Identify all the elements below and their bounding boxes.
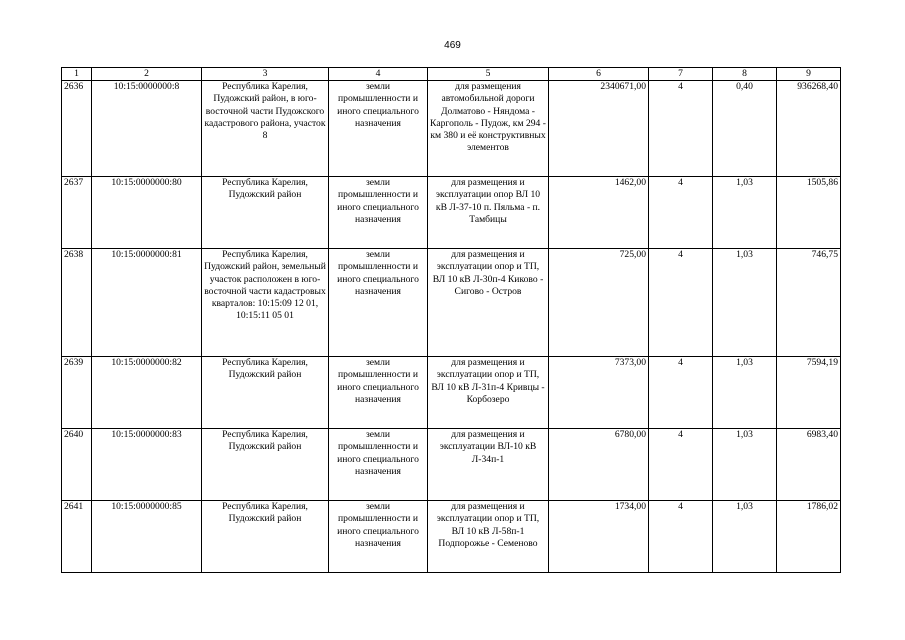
column-number: 3 (202, 68, 329, 81)
permitted-use: для размещения и эксплуатации опор ВЛ 10 кВ Л-37-10 п. Пяльма - п. Тамбицы (428, 177, 549, 249)
cadastral-number: 10:15:0000000:8 (92, 81, 202, 177)
column-7-value: 4 (649, 81, 713, 177)
row-number: 2638 (62, 249, 92, 357)
cadastral-number: 10:15:0000000:85 (92, 501, 202, 573)
plot-location: Республика Карелия, Пудожский район, в юго-восточной части Пудожского кадастрового района, участок 8 (202, 81, 329, 177)
table-row (62, 249, 841, 357)
cadastral-number: 10:15:0000000:82 (92, 357, 202, 429)
cadastral-number: 10:15:0000000:81 (92, 249, 202, 357)
plot-location: Республика Карелия, Пудожский район, земельный участок расположен в юго-восточной части кадастровых кварталов: 10:15:09 12 01, 10:15:11 05 01 (202, 249, 329, 357)
column-number: 5 (428, 68, 549, 81)
column-number-row (62, 68, 841, 81)
column-7-value: 4 (649, 249, 713, 357)
table-row (62, 177, 841, 249)
plot-area: 725,00 (549, 249, 649, 357)
column-9-value: 746,75 (777, 249, 841, 357)
column-8-value: 0,40 (713, 81, 777, 177)
permitted-use: для размещения автомобильной дороги Долматово - Няндома - Каргополь - Пудож, км 294 - км 380 и её конструктивных элементов (428, 81, 549, 177)
table-row (62, 357, 841, 429)
table-row (62, 81, 841, 177)
column-9-value: 6983,40 (777, 429, 841, 501)
land-category: земли промышленности и иного специального назначения (329, 357, 428, 429)
permitted-use: для размещения и эксплуатации опор и ТП, ВЛ 10 кВ Л-30п-4 Киково - Сигово - Остров (428, 249, 549, 357)
page-number: 469 (444, 40, 461, 51)
plot-area: 7373,00 (549, 357, 649, 429)
row-number: 2639 (62, 357, 92, 429)
permitted-use: для размещения и эксплуатации опор и ТП, ВЛ 10 кВ Л-31п-4 Кривцы - Корбозеро (428, 357, 549, 429)
plot-area: 2340671,00 (549, 81, 649, 177)
land-category: земли промышленности и иного специального назначения (329, 177, 428, 249)
row-number: 2640 (62, 429, 92, 501)
column-number: 7 (649, 68, 713, 81)
plot-location: Республика Карелия, Пудожский район (202, 429, 329, 501)
land-category: земли промышленности и иного специального назначения (329, 429, 428, 501)
land-category: земли промышленности и иного специального назначения (329, 249, 428, 357)
cadastral-number: 10:15:0000000:83 (92, 429, 202, 501)
plot-area: 1462,00 (549, 177, 649, 249)
column-number: 8 (713, 68, 777, 81)
column-number: 1 (62, 68, 92, 81)
plot-area: 6780,00 (549, 429, 649, 501)
column-7-value: 4 (649, 177, 713, 249)
land-category: земли промышленности и иного специального назначения (329, 501, 428, 573)
cadastral-number: 10:15:0000000:80 (92, 177, 202, 249)
column-number: 2 (92, 68, 202, 81)
permitted-use: для размещения и эксплуатации ВЛ-10 кВ Л-34п-1 (428, 429, 549, 501)
plot-location: Республика Карелия, Пудожский район (202, 357, 329, 429)
plot-area: 1734,00 (549, 501, 649, 573)
column-9-value: 7594,19 (777, 357, 841, 429)
row-number: 2636 (62, 81, 92, 177)
permitted-use: для размещения и эксплуатации опор и ТП, ВЛ 10 кВ Л-58п-1 Подпорожье - Семеново (428, 501, 549, 573)
column-number: 9 (777, 68, 841, 81)
column-8-value: 1,03 (713, 177, 777, 249)
column-8-value: 1,03 (713, 249, 777, 357)
column-8-value: 1,03 (713, 501, 777, 573)
land-category: земли промышленности и иного специального назначения (329, 81, 428, 177)
column-number: 6 (549, 68, 649, 81)
column-number: 4 (329, 68, 428, 81)
column-8-value: 1,03 (713, 357, 777, 429)
row-number: 2637 (62, 177, 92, 249)
land-plots-table (61, 67, 841, 573)
column-9-value: 1505,86 (777, 177, 841, 249)
column-8-value: 1,03 (713, 429, 777, 501)
column-7-value: 4 (649, 429, 713, 501)
column-9-value: 1786,02 (777, 501, 841, 573)
row-number: 2641 (62, 501, 92, 573)
table-row (62, 501, 841, 573)
plot-location: Республика Карелия, Пудожский район (202, 177, 329, 249)
column-9-value: 936268,40 (777, 81, 841, 177)
column-7-value: 4 (649, 357, 713, 429)
plot-location: Республика Карелия, Пудожский район (202, 501, 329, 573)
table-row (62, 429, 841, 501)
column-7-value: 4 (649, 501, 713, 573)
